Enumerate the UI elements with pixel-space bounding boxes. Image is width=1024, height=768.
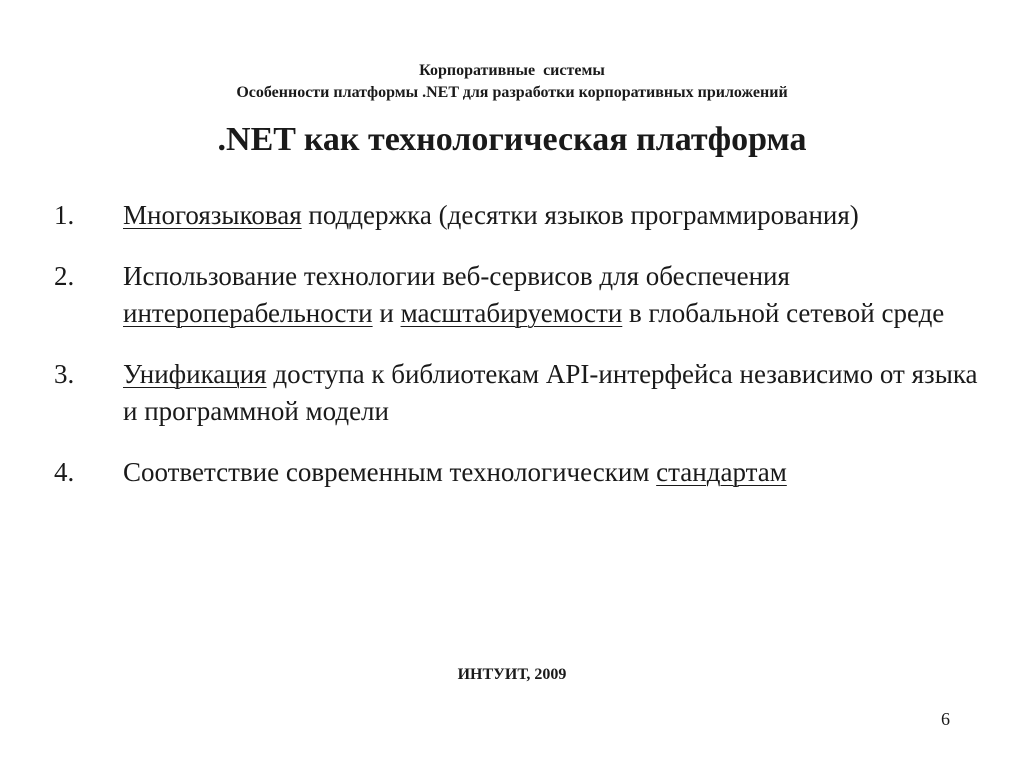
- list-item: [54, 356, 994, 430]
- list-item-text: [123, 356, 994, 430]
- slide-footer: ИНТУИТ, 2009: [457, 666, 567, 683]
- feature-list: [54, 197, 994, 515]
- item-text: Использование технологии веб-сервисов для обеспечения: [123, 261, 790, 291]
- list-number: 2.: [54, 261, 75, 291]
- list-number: 1.: [54, 200, 75, 230]
- course-title: Корпоративные системы: [419, 62, 605, 79]
- list-item: [54, 258, 994, 332]
- slide-title: .NET как технологическая платформа: [217, 121, 807, 158]
- underlined-term: интероперабельности: [123, 298, 373, 328]
- page-number: 6: [941, 709, 950, 729]
- slide-header: [0, 60, 1024, 104]
- item-text: поддержка (десятки языков программирования): [301, 200, 859, 230]
- list-item-text: [123, 258, 994, 332]
- list-item: [54, 197, 994, 234]
- underlined-term: масштабируемости: [400, 298, 623, 328]
- section-title: Особенности платформы .NET для разработки корпоративных приложений: [236, 84, 788, 101]
- item-text: Соответствие современным технологическим: [123, 457, 657, 487]
- list-item-text: [123, 454, 994, 491]
- list-item: [54, 454, 994, 491]
- list-number: 3.: [54, 359, 75, 389]
- underlined-term: Унификация: [123, 359, 267, 389]
- item-text: и: [372, 298, 401, 328]
- item-text: доступа к библиотекам API-интерфейса независимо от языка и программной модели: [123, 359, 978, 426]
- list-number: 4.: [54, 457, 75, 487]
- item-text: в глобальной сетевой среде: [622, 298, 945, 328]
- list-item-text: [123, 197, 994, 234]
- underlined-term: Многоязыковая: [123, 200, 302, 230]
- underlined-term: стандартам: [656, 457, 787, 487]
